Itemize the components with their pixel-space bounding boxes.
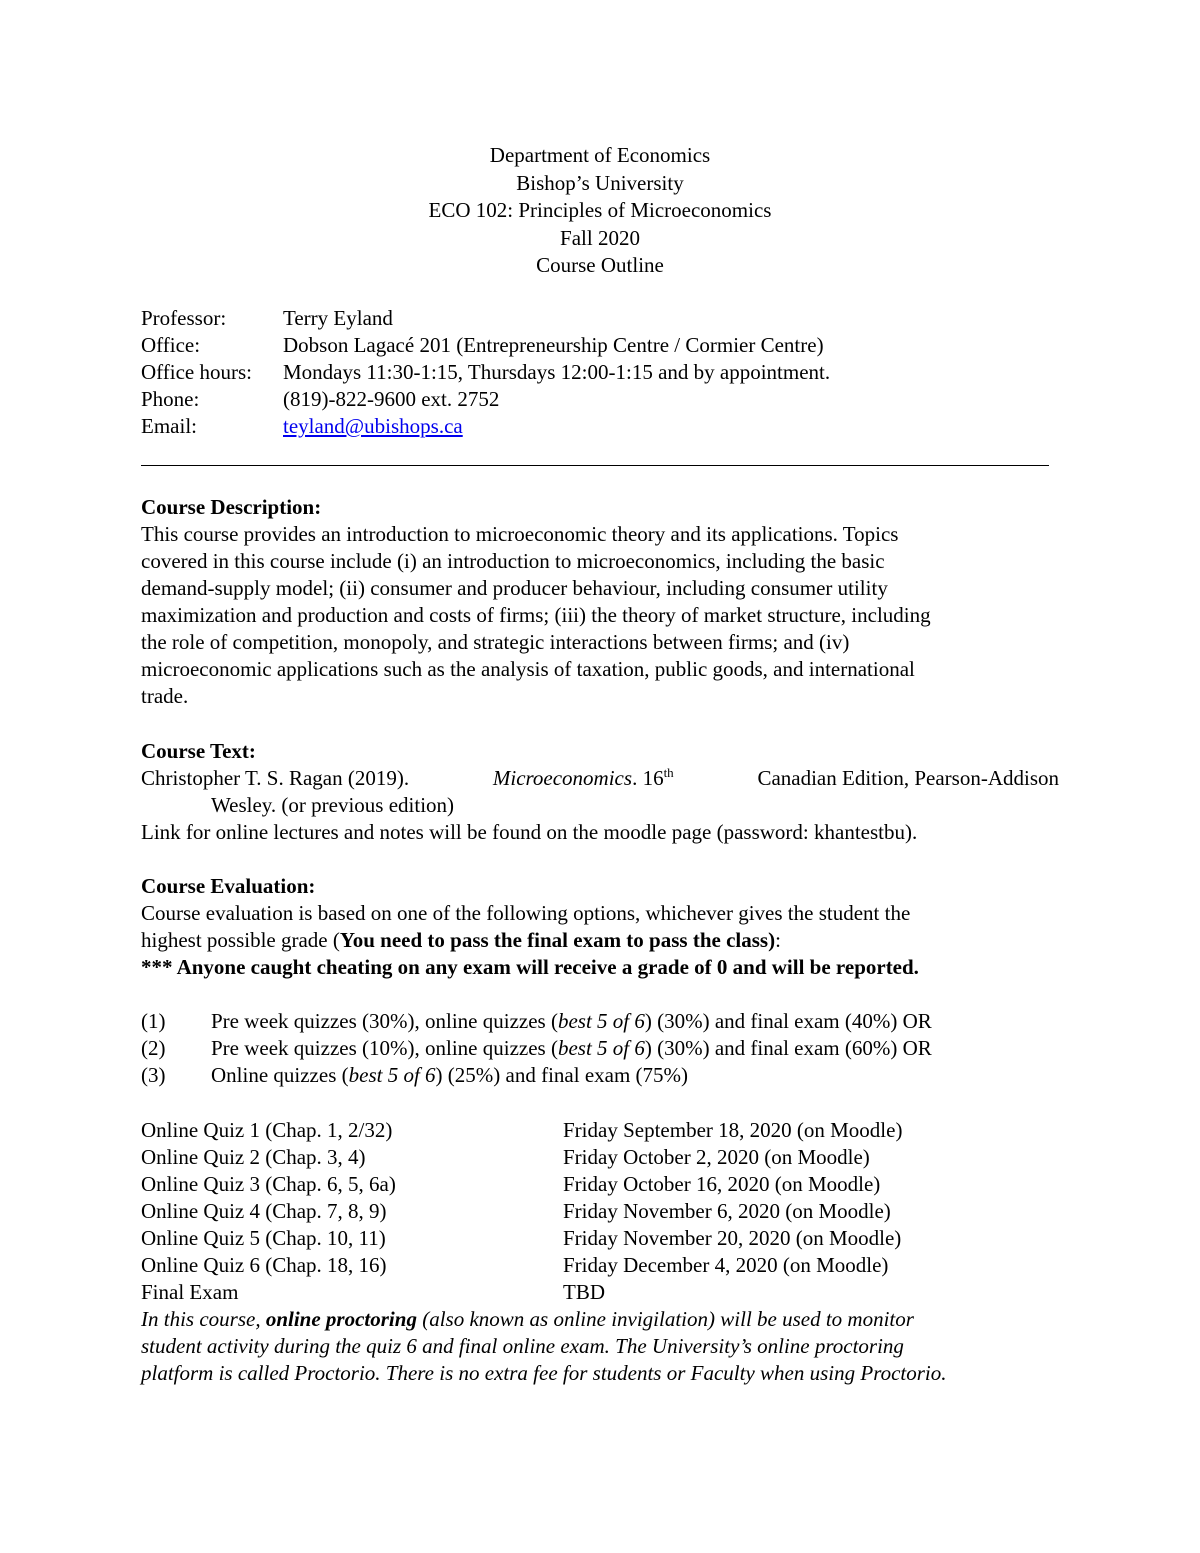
email-label: Email: — [141, 414, 197, 438]
evaluation-line — [141, 927, 1066, 954]
schedule-row — [141, 1117, 1066, 1144]
option-text: Pre week quizzes (30%), online quizzes ( — [211, 1009, 558, 1033]
quiz-schedule — [141, 1117, 1066, 1387]
schedule-date: Friday September 18, 2020 (on Moodle) — [563, 1118, 903, 1142]
horizontal-divider — [141, 465, 1049, 466]
option-emphasis: best 5 of 6 — [557, 1036, 645, 1060]
phone-row — [141, 386, 1101, 413]
office-row — [141, 332, 1101, 359]
citation-author: Christopher T. S. Ragan (2019). — [141, 766, 410, 790]
schedule-date: Friday November 20, 2020 (on Moodle) — [563, 1226, 902, 1250]
schedule-row — [141, 1144, 1066, 1171]
schedule-item: Final Exam — [141, 1280, 239, 1304]
description-line: covered in this course include (i) an introduction to microeconomics, including the basic — [141, 549, 885, 573]
office-hours-value: Mondays 11:30-1:15, Thursdays 12:00-1:15 and by appointment. — [283, 360, 831, 384]
citation-edition-rest: Canadian Edition, Pearson-Addison — [757, 766, 1059, 790]
proctoring-note — [141, 1306, 1066, 1387]
option-emphasis: best 5 of 6 — [557, 1009, 645, 1033]
pass-final-note: You need to pass the final exam to pass the class) — [339, 928, 776, 952]
option-text: ) (30%) and final exam (60%) OR — [644, 1036, 932, 1060]
course-evaluation-text — [141, 900, 1066, 981]
option-text: Pre week quizzes (10%), online quizzes ( — [211, 1036, 558, 1060]
proctoring-line: student activity during the quiz 6 and final online exam. The University’s online proctoring — [141, 1334, 904, 1358]
schedule-date: Friday October 16, 2020 (on Moodle) — [563, 1172, 881, 1196]
document-type: Course Outline — [536, 253, 664, 277]
proctoring-line — [141, 1306, 1066, 1333]
phone-label: Phone: — [141, 387, 200, 411]
description-line: the role of competition, monopoly, and strategic interactions between firms; and (iv) — [141, 630, 850, 654]
description-line: trade. — [141, 684, 189, 708]
office-label: Office: — [141, 333, 201, 357]
course-evaluation-title: Course Evaluation: — [141, 874, 316, 898]
schedule-item: Online Quiz 5 (Chap. 10, 11) — [141, 1226, 386, 1250]
cheating-warning: *** Anyone caught cheating on any exam will receive a grade of 0 and will be reported. — [141, 955, 919, 979]
online-proctoring-term: online proctoring — [265, 1307, 417, 1331]
description-line: microeconomic applications such as the analysis of taxation, public goods, and international — [141, 657, 915, 681]
citation-line — [141, 765, 1059, 792]
schedule-date: TBD — [563, 1280, 605, 1304]
citation-book-title: Microeconomics — [492, 766, 633, 790]
description-line: maximization and production and costs of firms; (iii) the theory of market structure, including — [141, 603, 931, 627]
option-emphasis: best 5 of 6 — [348, 1063, 436, 1087]
course-text-citation — [141, 765, 1066, 846]
course-evaluation-section — [141, 873, 1066, 981]
option-text: Online quizzes ( — [211, 1063, 349, 1087]
professor-label: Professor: — [141, 306, 227, 330]
citation-edition-suffix: th — [663, 765, 674, 780]
schedule-row — [141, 1252, 1066, 1279]
professor-row — [141, 305, 1101, 332]
schedule-item: Online Quiz 1 (Chap. 1, 2/32) — [141, 1118, 393, 1142]
professor-value: Terry Eyland — [283, 306, 393, 330]
term: Fall 2020 — [560, 225, 640, 250]
office-value: Dobson Lagacé 201 (Entrepreneurship Centre / Cormier Centre) — [283, 333, 824, 357]
schedule-date: Friday October 2, 2020 (on Moodle) — [563, 1145, 870, 1169]
schedule-row — [141, 1225, 1066, 1252]
citation-edition-number: . 16 — [632, 766, 664, 790]
evaluation-text: highest possible grade ( — [141, 928, 340, 952]
course-title: ECO 102: Principles of Microeconomics — [428, 198, 772, 222]
citation-continuation: Wesley. (or previous edition) — [211, 793, 455, 817]
evaluation-option — [141, 1008, 1066, 1035]
course-text-title: Course Text: — [141, 739, 256, 763]
option-number: (3) — [141, 1063, 166, 1087]
moodle-link-note: Link for online lectures and notes will be found on the moodle page (password: khantestbu). — [141, 820, 918, 844]
schedule-item: Online Quiz 4 (Chap. 7, 8, 9) — [141, 1199, 387, 1223]
option-text: ) (30%) and final exam (40%) OR — [644, 1009, 932, 1033]
document-header — [0, 142, 1200, 280]
option-text: ) (25%) and final exam (75%) — [435, 1063, 689, 1087]
proctoring-text: In this course, — [141, 1307, 266, 1331]
office-hours-label: Office hours: — [141, 360, 252, 384]
email-row — [141, 413, 1101, 440]
evaluation-text: : — [775, 928, 781, 952]
office-hours-row — [141, 359, 1101, 386]
description-line: demand-supply model; (ii) consumer and producer behaviour, including consumer utility — [141, 576, 888, 600]
evaluation-line: Course evaluation is based on one of the following options, whichever gives the student the — [141, 901, 911, 925]
proctoring-text: (also known as online invigilation) will be used to monitor — [416, 1307, 914, 1331]
evaluation-option — [141, 1035, 1066, 1062]
course-description-title: Course Description: — [141, 495, 322, 519]
schedule-row — [141, 1279, 1066, 1306]
course-text-section — [141, 738, 1066, 846]
department-name: Department of Economics — [489, 143, 711, 167]
contact-info — [141, 305, 1101, 440]
evaluation-option — [141, 1062, 1066, 1089]
option-number: (1) — [141, 1009, 166, 1033]
schedule-item: Online Quiz 3 (Chap. 6, 5, 6a) — [141, 1172, 396, 1196]
schedule-date: Friday December 4, 2020 (on Moodle) — [563, 1253, 889, 1277]
phone-value: (819)-822-9600 ext. 2752 — [283, 387, 500, 411]
option-number: (2) — [141, 1036, 166, 1060]
schedule-row — [141, 1171, 1066, 1198]
description-line: This course provides an introduction to microeconomic theory and its applications. Topics — [141, 522, 899, 546]
schedule-item: Online Quiz 6 (Chap. 18, 16) — [141, 1253, 387, 1277]
university-name: Bishop’s University — [516, 170, 684, 195]
email-link[interactable]: teyland@ubishops.ca — [283, 414, 463, 438]
course-description-text — [141, 521, 1066, 710]
schedule-item: Online Quiz 2 (Chap. 3, 4) — [141, 1145, 366, 1169]
schedule-date: Friday November 6, 2020 (on Moodle) — [563, 1199, 891, 1223]
course-description-section — [141, 494, 1066, 710]
schedule-row — [141, 1198, 1066, 1225]
evaluation-options — [141, 1008, 1066, 1089]
proctoring-line: platform is called Proctorio. There is no extra fee for students or Faculty when using Proctorio. — [141, 1361, 947, 1385]
